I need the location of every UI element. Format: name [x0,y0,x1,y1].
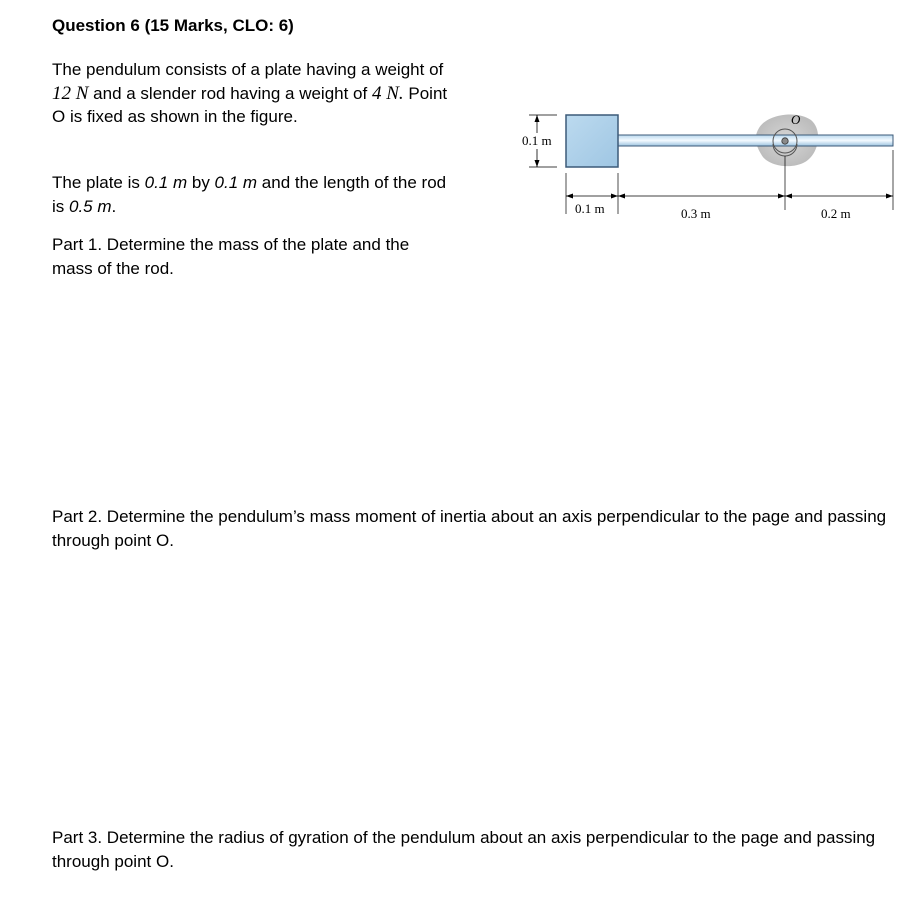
question-title: Question 6 (15 Marks, CLO: 6) [52,16,294,35]
part-2-text: Part 2. Determine the pendulum’s mass moment of inertia about an axis perpendicular to the page and passing through point O. [52,507,887,550]
rod-seg2-label: 0.2 m [821,206,851,221]
plate-height-label: 0.1 m [522,133,552,148]
plate-weight-value: 12 N [52,82,89,104]
intro-text-1: The pendulum consists of a plate having a weight of [52,60,444,79]
dimensions-text-4: . [111,196,117,216]
plate-height-value: 0.1 m [214,173,258,192]
rod-seg2-arrow-left [785,194,792,199]
part-3-text: Part 3. Determine the radius of gyration of the pendulum about an axis perpendicular to the page and passing through point O. [52,828,876,871]
plate-width-arrow-right [611,194,618,199]
intro-text-3: Point O is fixed as shown in the figure. [52,83,448,126]
plate-width-arrow-left [566,194,573,199]
dimensions-paragraph [52,171,452,218]
point-o-label: O [791,112,801,127]
plate-width-value: 0.1 m [144,173,188,192]
dimensions-text-3: and the length of the rod is [52,173,447,216]
pendulum-figure [505,100,900,225]
plate-width-label: 0.1 m [575,201,605,216]
dimensions-text-1: The plate is [52,173,145,192]
square-plate [566,115,618,167]
intro-text-2: and a slender rod having a weight of [88,83,372,103]
rod-seg1-arrow-left [618,194,625,199]
intro-paragraph [52,58,452,129]
plate-height-arrow-bottom [535,160,540,167]
rod-weight-value: 4 N. [371,82,404,104]
pivot-pin [782,138,788,144]
part-1-text: Part 1. Determine the mass of the plate and the mass of the rod. [52,235,410,278]
dimensions-text-2: by [187,173,215,192]
rod-length-value: 0.5 m [69,196,112,216]
rod-seg1-arrow-right [778,194,785,199]
rod-seg2-arrow-right [886,194,893,199]
rod-seg1-label: 0.3 m [681,206,711,221]
slender-rod [618,135,893,146]
plate-height-arrow-top [535,115,540,122]
